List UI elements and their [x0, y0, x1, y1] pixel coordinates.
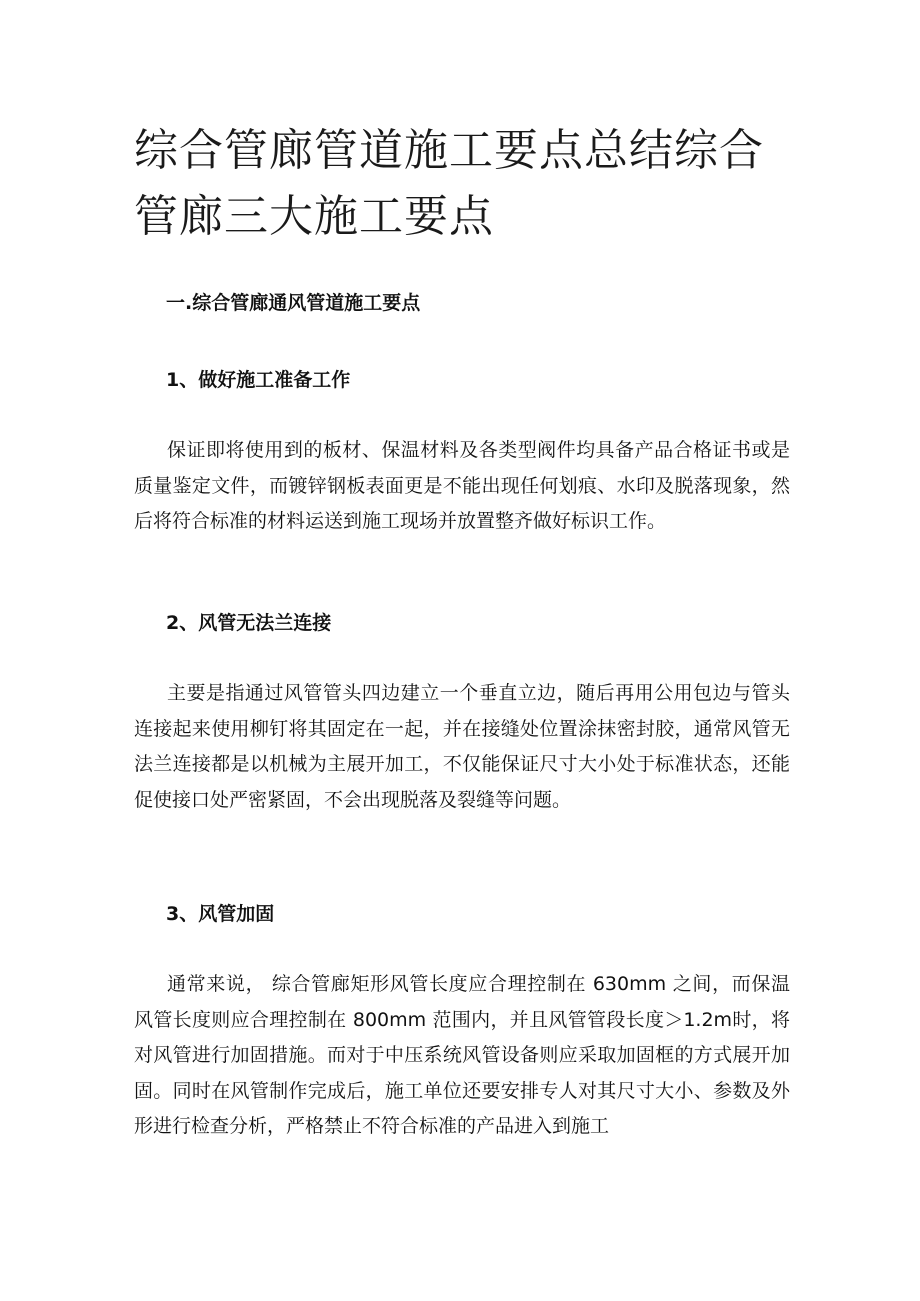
- document-title: 综合管廊管道施工要点总结综合管廊三大施工要点: [134, 125, 764, 242]
- paragraph-1: 保证即将使用到的板材、保温材料及各类型阀件均具备产品合格证书或是质量鉴定文件，而镀锌钢板表面更是不能出现任何划痕、水印及脱落现象，然后将符合标准的材料运送到施工现场并放置整齐做好标识工作。: [134, 439, 790, 532]
- subsection-heading-1: 1、做好施工准备工作: [166, 369, 351, 391]
- main-section-heading: 一.综合管廊通风管道施工要点: [166, 292, 421, 314]
- paragraph-3: 通常来说， 综合管廊矩形风管长度应合理控制在 630mm 之间，而保温风管长度则应合理控制在 800mm 范围内，并且风管管段长度＞1.2m时，将对风管进行加固措施。而对于中压系统风管设备则应采取加固框的方式展开加固。同时在风管制作完成后，施工单位还要安排专人对其尺寸大小、参数及外形进行检查分析，严格禁止不符合标准的产品进入到施工: [134, 973, 790, 1137]
- subsection-heading-2: 2、风管无法兰连接: [166, 612, 332, 634]
- paragraph-2: 主要是指通过风管管头四边建立一个垂直立边，随后再用公用包边与管头连接起来使用柳钉将其固定在一起，并在接缝处位置涂抹密封胶，通常风管无法兰连接都是以机械为主展开加工，不仅能保证尺寸大小处于标准状态，还能促使接口处严密紧固，不会出现脱落及裂缝等问题。: [134, 682, 790, 811]
- subsection-heading-3: 3、风管加固: [166, 903, 275, 925]
